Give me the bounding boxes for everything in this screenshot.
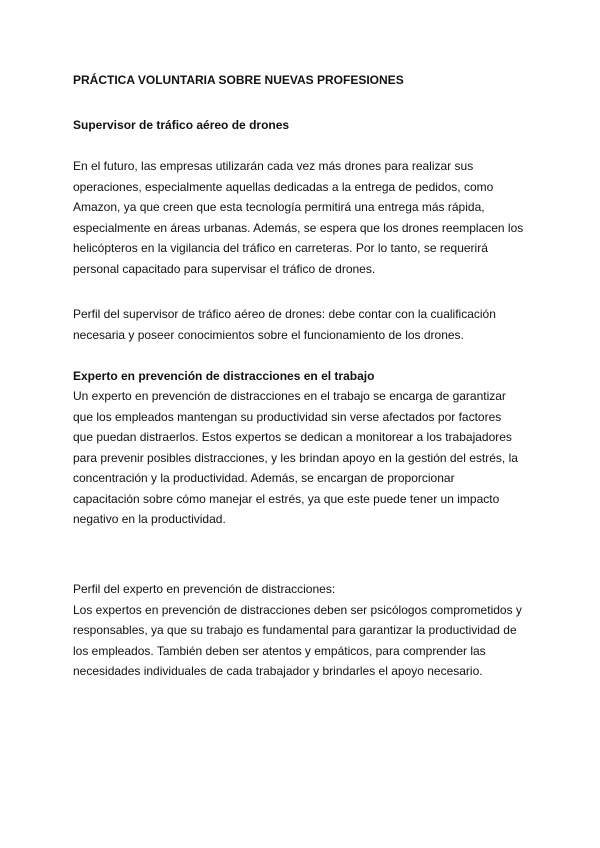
- paragraph-line: personal capacitado para supervisar el tráfico de drones.: [73, 261, 376, 276]
- paragraph-line: para prevenir posibles distracciones, y les brindan apoyo en la gestión del estrés, la: [73, 450, 518, 465]
- section1-paragraph2: [73, 304, 533, 345]
- paragraph-line: especialmente en áreas urbanas. Además, se espera que los drones reemplacen los: [73, 220, 524, 235]
- paragraph-line: necesaria y poseer conocimientos sobre el funcionamiento de los drones.: [73, 327, 464, 342]
- paragraph-line: concentración y la productividad. Además, se encargan de proporcionar: [73, 471, 455, 485]
- section2-heading: [73, 366, 533, 387]
- paragraph-line: que los empleados mantengan su productividad sin verse afectados por factores: [73, 409, 502, 424]
- paragraph-line: Los expertos en prevención de distracciones deben ser psicólogos comprometidos y: [73, 602, 522, 617]
- paragraph-line: operaciones, especialmente aquellas dedicadas a la entrega de pedidos, como: [73, 179, 494, 194]
- section2-heading-text: Experto en prevención de distracciones en el trabajo: [73, 369, 375, 383]
- paragraph-line: que puedan distraerlos. Estos expertos se dedican a monitorear a los trabajadores: [73, 430, 512, 444]
- title-text: PRÁCTICA VOLUNTARIA SOBRE NUEVAS PROFESIONES: [73, 73, 404, 87]
- paragraph-line: negativo en la productividad.: [73, 512, 226, 526]
- paragraph-line: Un experto en prevención de distracciones en el trabajo se encarga de garantizar: [73, 389, 506, 403]
- section1-heading-text: Supervisor de tráfico aéreo de drones: [73, 118, 290, 132]
- section2-profile: [73, 579, 533, 682]
- paragraph-line: necesidades individuales de cada trabajador y brindarles el apoyo necesario.: [73, 664, 483, 678]
- paragraph-line: helicópteros en la vigilancia del tráfico en carreteras. Por lo tanto, se requerirá: [73, 241, 488, 255]
- section1-paragraph1: [73, 156, 533, 279]
- paragraph-line: los empleados. También deben ser atentos y empáticos, para comprender las: [73, 643, 486, 658]
- paragraph-line: Perfil del supervisor de tráfico aéreo de drones: debe contar con la cualificación: [73, 307, 496, 321]
- paragraph-line: responsables, ya que su trabajo es fundamental para garantizar la productividad de: [73, 623, 517, 637]
- section1-heading: [73, 115, 533, 136]
- document-title: [73, 70, 533, 91]
- section2-paragraph1: [73, 386, 533, 530]
- paragraph-line: Amazon, ya que creen que esta tecnología permitirá una entrega más rápida,: [73, 200, 485, 214]
- profile-heading: Perfil del experto en prevención de distracciones:: [73, 582, 336, 596]
- paragraph-line: En el futuro, las empresas utilizarán cada vez más drones para realizar sus: [73, 159, 474, 173]
- paragraph-line: capacitación sobre cómo manejar el estrés, ya que este puede tener un impacto: [73, 491, 500, 506]
